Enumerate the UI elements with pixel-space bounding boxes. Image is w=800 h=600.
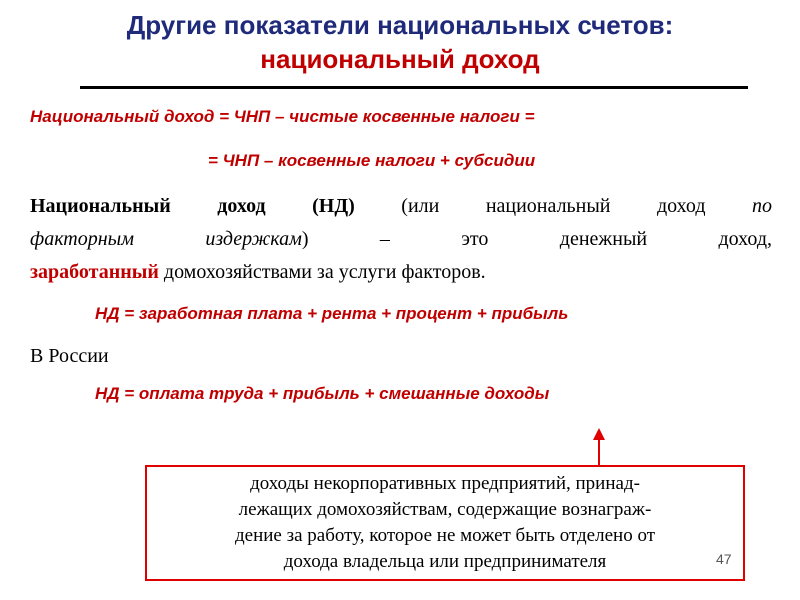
definition-line2 [30, 223, 772, 256]
slide-title [30, 8, 770, 76]
definition-line1 [30, 190, 772, 223]
note-line: лежащих домохозяйствам, содержащие вознаграж- [238, 499, 652, 520]
formula-national-income: Национальный доход = ЧНП – чистые косвенные налоги = [30, 107, 535, 126]
definition-line1-mid: (или национальный доход [401, 195, 706, 217]
note-line: дение за работу, которое не может быть отделено от [235, 525, 655, 546]
definition-line1-end: по [752, 195, 773, 217]
page-number: 47 [716, 551, 732, 567]
definition-factor-costs: факторным издержкам [30, 228, 302, 250]
definition-line3-rest: домохозяйствами за услуги факторов. [163, 261, 486, 283]
formula-russia: НД = оплата труда + прибыль + смешанные доходы [95, 384, 550, 403]
formula-continuation: = ЧНП – косвенные налоги + субсидии [208, 151, 536, 170]
definition-paragraph [30, 190, 772, 289]
arrow-connector [598, 434, 600, 466]
definition-line2-rest: ) – это денежный доход, [301, 228, 773, 250]
title-divider [80, 86, 748, 89]
russia-label: В России [30, 345, 109, 367]
definition-earned: заработанный [30, 261, 159, 283]
slide-title-line2: национальный доход [260, 44, 540, 74]
note-line: доходы некорпоративных предприятий, принад- [250, 473, 640, 494]
definition-line3 [30, 256, 772, 289]
slide-title-line1: Другие показатели национальных счетов: [126, 10, 674, 40]
note-line: дохода владельца или предпринимателя [283, 551, 607, 572]
definition-term: Национальный доход (НД) [30, 195, 355, 217]
formula-components: НД = заработная плата + рента + процент + прибыль [95, 304, 569, 323]
mixed-income-note [145, 465, 745, 581]
